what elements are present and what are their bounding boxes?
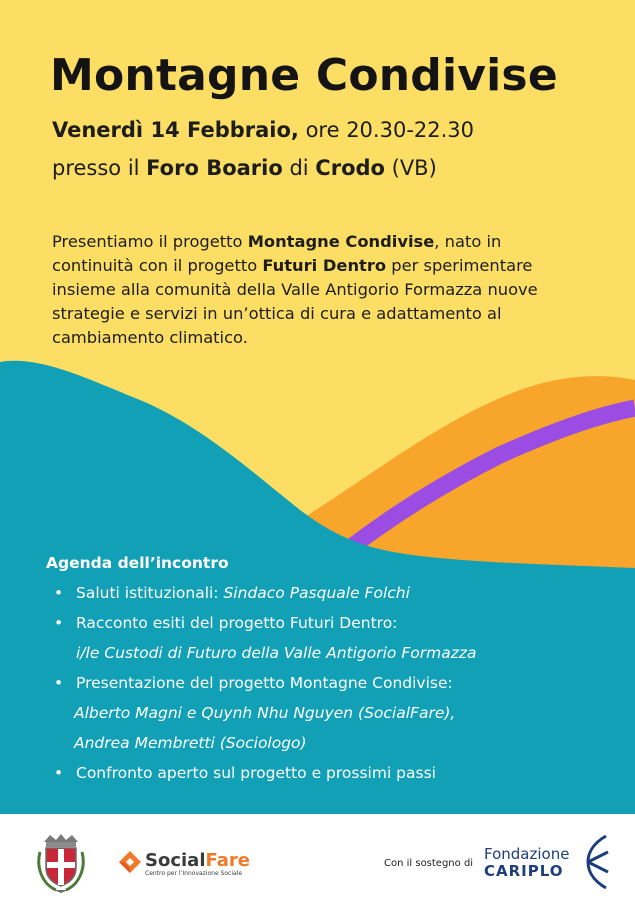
cariplo-line-2: CARIPLO [484,862,564,880]
agenda-item [46,758,606,788]
description-project-name: Montagne Condivise [247,232,435,251]
event-province: (VB) [384,156,437,180]
agenda-item-speaker: Andrea Membretti (Sociologo) [74,734,307,752]
cariplo-line-1: Fondazione [484,845,570,863]
event-town: Crodo [315,156,385,180]
agenda-title: Agenda dell’incontro [46,554,229,572]
agenda-item-text: Presentazione del progetto Montagne Condivise: [76,674,453,692]
agenda-item-speaker: Sindaco Pasquale Folchi [223,584,410,602]
agenda-item-text: Confronto aperto sul progetto e prossimi passi [76,764,436,782]
agenda-item [46,668,606,758]
venue-connector: di [282,156,316,180]
socialfare-name [145,850,250,871]
socialfare-name-a: Social [145,850,206,871]
bullet: • [54,614,64,632]
event-time: ore 20.30-22.30 [298,118,475,142]
description-text-1: Presentiamo il progetto [52,232,248,251]
cariplo-logo-icon [584,834,612,890]
cariplo-logo [484,846,569,880]
socialfare-logo-icon [118,850,142,874]
event-date-line [52,118,474,142]
event-venue-line [52,156,437,180]
event-venue: Foro Boario [146,156,283,180]
venue-prefix: presso il [52,156,147,180]
description-text-2: , nato in continuità con il progetto [52,232,502,275]
agenda-item [46,608,606,668]
event-date: Venerdì 14 Febbraio, [52,118,299,142]
description-prev-project: Futuri Dentro [262,256,387,275]
agenda-item-speaker: Alberto Magni e Quynh Nhu Nguyen (SocialFare), [74,704,456,722]
municipal-crest-icon [36,832,86,894]
description-text-3: per sperimentare insieme alla comunità della Valle Antigorio Formazza nuove strategie e servizi in un’ottica di cura e adattamento al cambiamento climatico. [52,256,538,347]
socialfare-name-b: Fare [205,850,250,871]
agenda-item-text: Saluti istituzionali: [76,584,224,602]
bullet: • [54,764,64,782]
socialfare-logo [145,850,250,877]
bullet: • [54,584,64,602]
description [52,230,572,350]
sponsor-label: Con il sostegno di [384,858,474,869]
agenda-item-speaker: i/le Custodi di Futuro della Valle Antigorio Formazza [76,644,477,662]
agenda-item [46,578,606,608]
agenda [46,554,606,788]
agenda-item-text: Racconto esiti del progetto Futuri Dentro: [76,614,398,632]
socialfare-tagline: Centro per l’Innovazione Sociale [145,870,243,877]
page-title: Montagne Condivise [50,50,558,101]
bullet: • [54,674,64,692]
